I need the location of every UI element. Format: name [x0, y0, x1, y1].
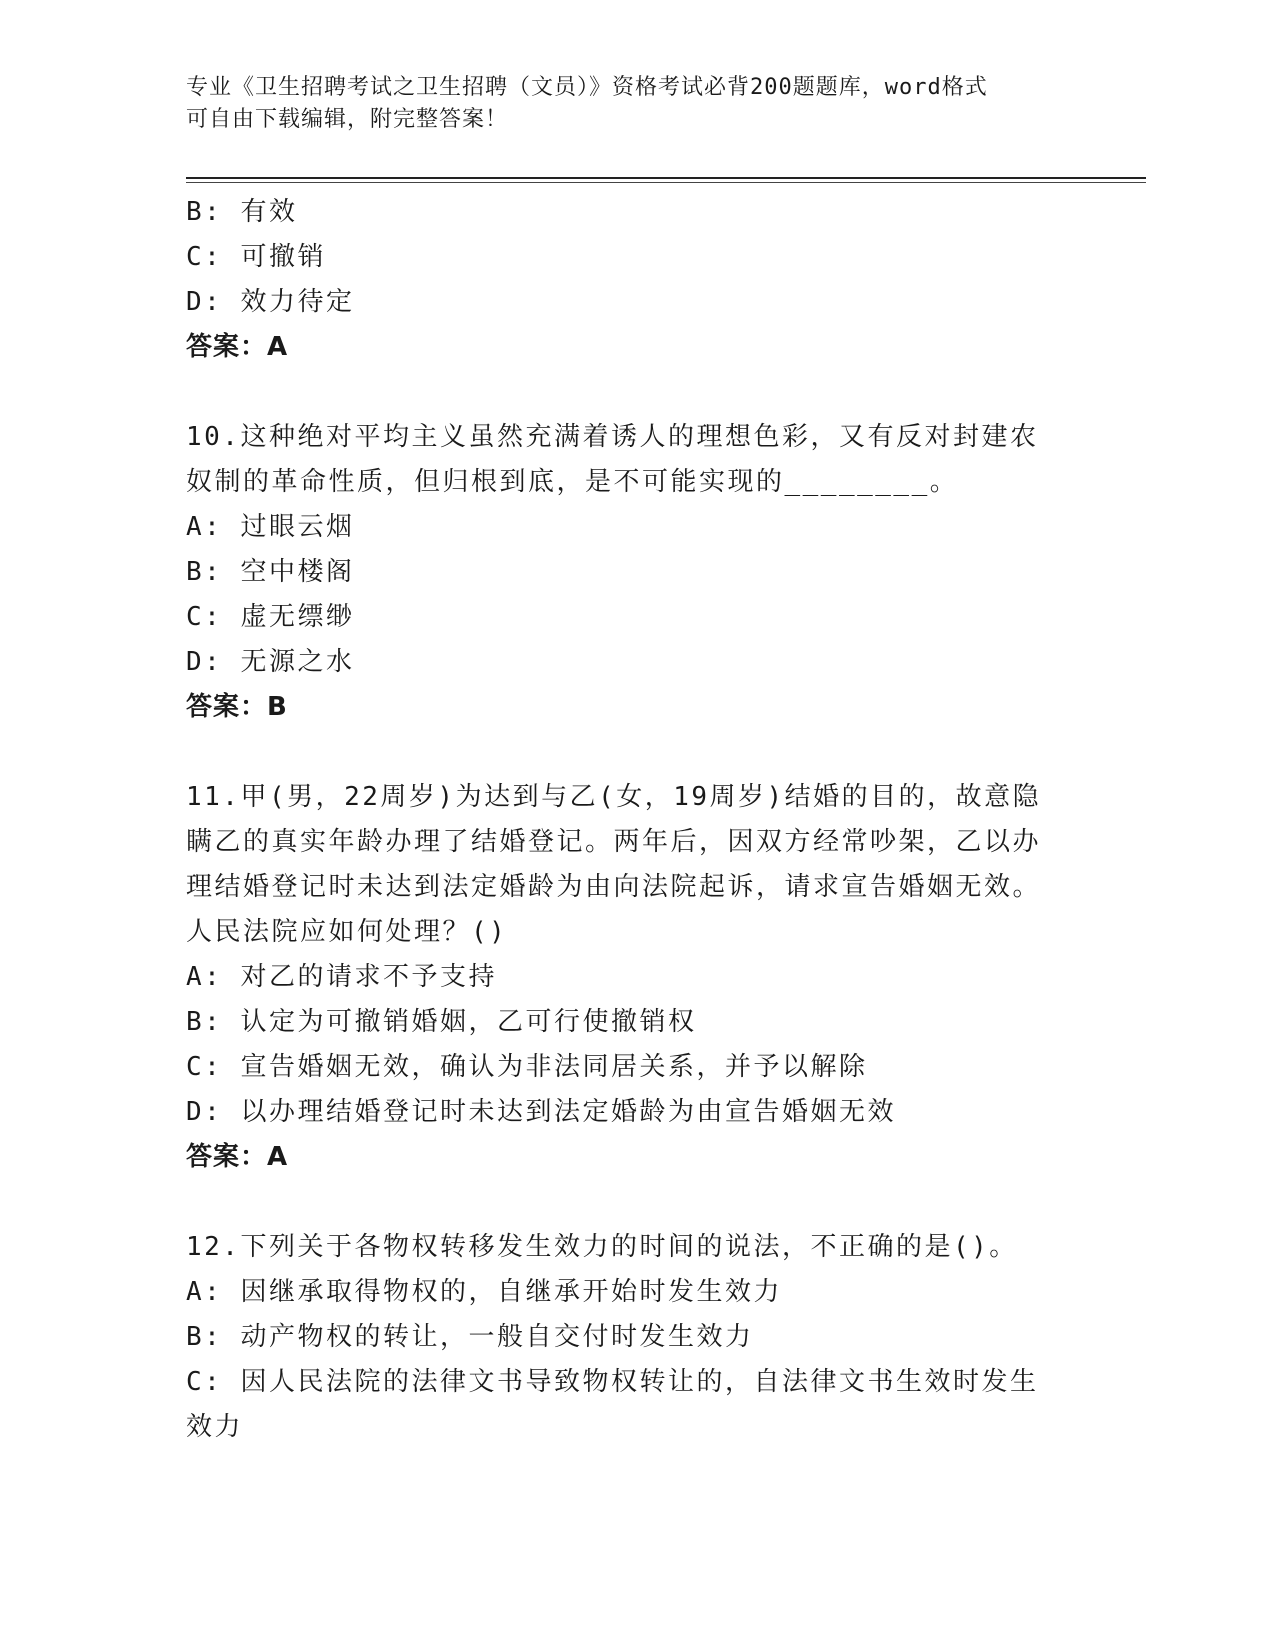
- option-d: D: 效力待定: [186, 287, 355, 317]
- spacer: [186, 1180, 1066, 1225]
- option-a: A: 因继承取得物权的，自继承开始时发生效力: [186, 1277, 782, 1307]
- question-11: [186, 775, 1066, 1180]
- question-fragment: [186, 190, 1066, 370]
- option-d: D: 无源之水: [186, 647, 355, 677]
- option-c: C: 虚无缥缈: [186, 602, 355, 632]
- option-c: C: 因人民法院的法律文书导致物权转让的，自法律文书生效时发生效力: [186, 1367, 1039, 1442]
- header-rule-thin: [186, 182, 1146, 183]
- document-body: [186, 190, 1066, 1450]
- question-text: 12.下列关于各物权转移发生效力的时间的说法，不正确的是()。: [186, 1232, 1018, 1262]
- option-b: B: 空中楼阁: [186, 557, 355, 587]
- option-b: B: 动产物权的转让，一般自交付时发生效力: [186, 1322, 754, 1352]
- option-c: C: 宣告婚姻无效，确认为非法同居关系，并予以解除: [186, 1052, 868, 1082]
- spacer: [186, 730, 1066, 775]
- option-b: B: 有效: [186, 197, 298, 227]
- question-text: 10.这种绝对平均主义虽然充满着诱人的理想色彩，又有反对封建农奴制的革命性质，但归根到底，是不可能实现的________。: [186, 422, 1039, 497]
- answer-line: 答案：A: [186, 1142, 289, 1172]
- option-a: A: 过眼云烟: [186, 512, 355, 542]
- option-d: D: 以办理结婚登记时未达到法定婚龄为由宣告婚姻无效: [186, 1097, 896, 1127]
- question-text: 11.甲(男，22周岁)为达到与乙(女，19周岁)结婚的目的，故意隐瞒乙的真实年龄办理了结婚登记。两年后，因双方经常吵架，乙以办理结婚登记时未达到法定婚龄为由向法院起诉，请求宣告婚姻无效。人民法院应如何处理？(): [186, 782, 1042, 947]
- header-line-1: 专业《卫生招聘考试之卫生招聘（文员）》资格考试必背200题题库，word格式: [186, 75, 988, 100]
- answer-line: 答案：B: [186, 692, 288, 722]
- question-10: [186, 415, 1066, 730]
- answer-line: 答案：A: [186, 332, 289, 362]
- question-12: [186, 1225, 1066, 1450]
- document-header: [186, 72, 1066, 136]
- option-c: C: 可撤销: [186, 242, 326, 272]
- spacer: [186, 370, 1066, 415]
- option-b: B: 认定为可撤销婚姻，乙可行使撤销权: [186, 1007, 697, 1037]
- header-rule-thick: [186, 177, 1146, 179]
- header-line-2: 可自由下载编辑，附完整答案！: [186, 107, 509, 132]
- option-a: A: 对乙的请求不予支持: [186, 962, 497, 992]
